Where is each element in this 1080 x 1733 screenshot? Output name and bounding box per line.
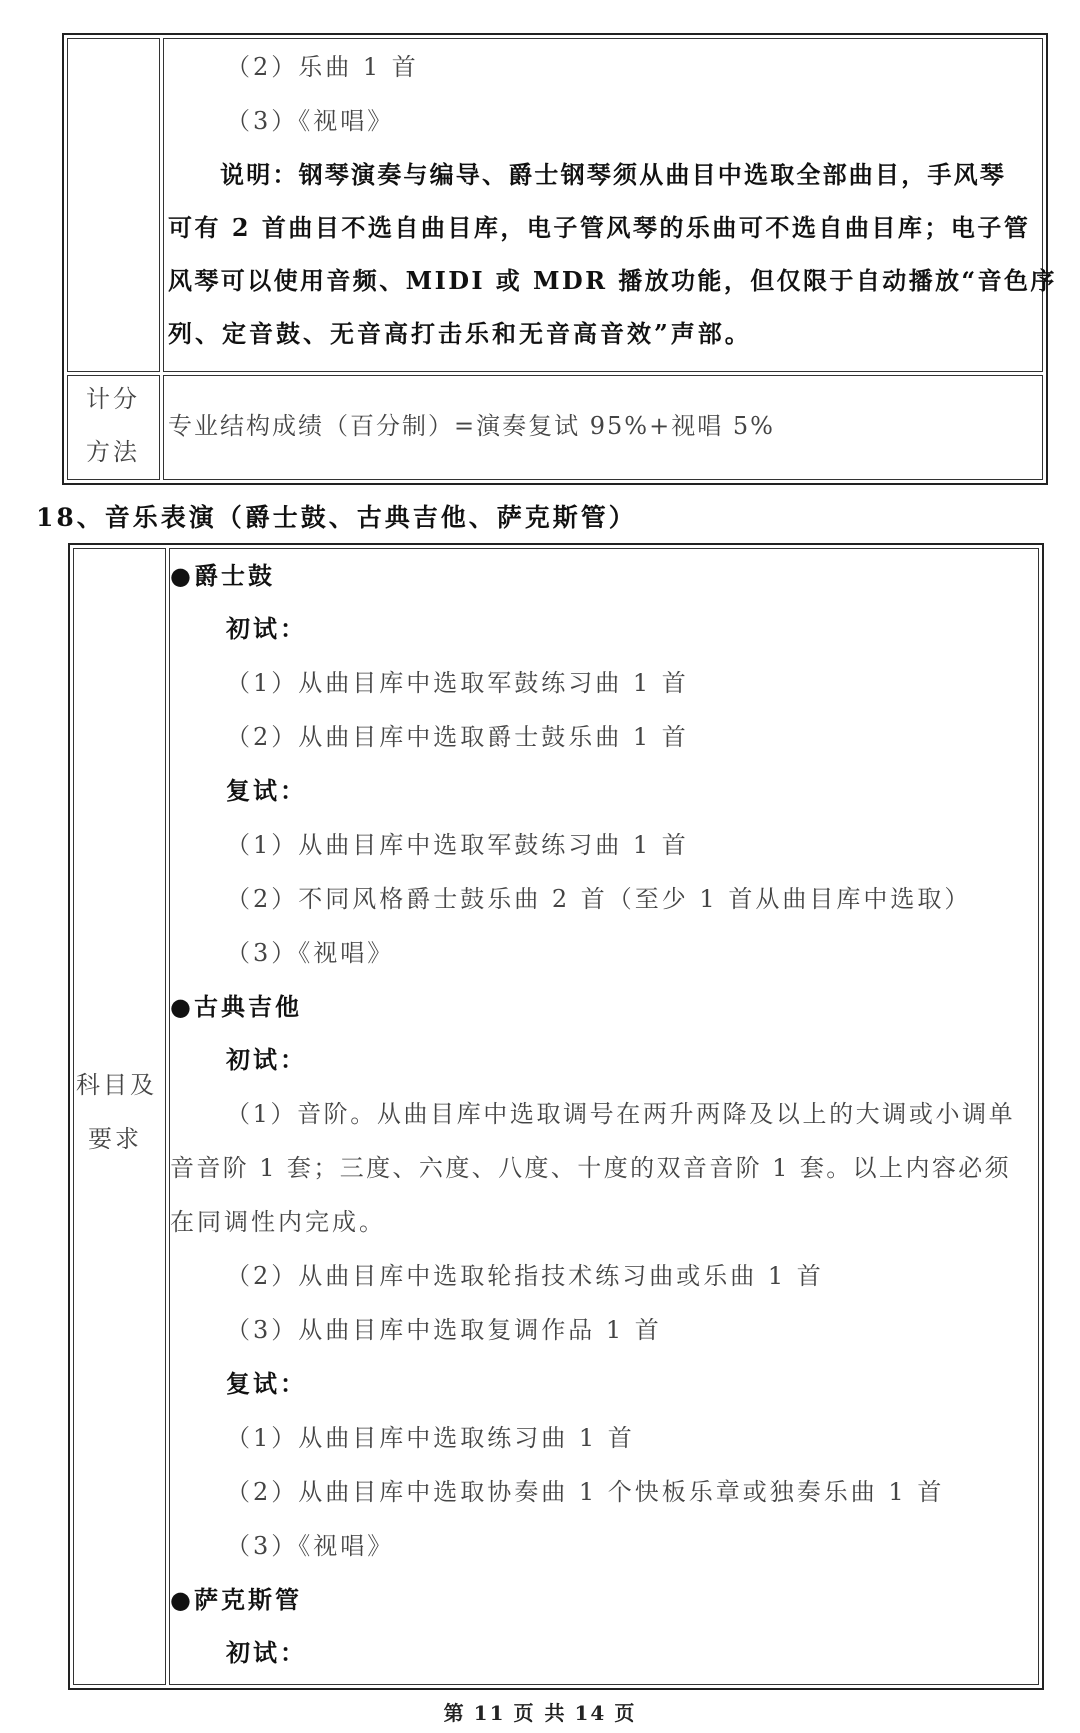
subject-label-cell bbox=[73, 548, 166, 1685]
item-line: （2）从曲目库中选取爵士鼓乐曲 1 首 bbox=[226, 723, 689, 751]
subject-label: 要求 bbox=[88, 1125, 142, 1153]
stage-label: 初试： bbox=[226, 1045, 307, 1074]
note-line: 风琴可以使用音频、MIDI 或 MDR 播放功能，但仅限于自动播放“音色序 bbox=[168, 266, 1057, 295]
total-pages: 14 bbox=[574, 1701, 607, 1725]
page-footer bbox=[0, 1697, 1080, 1726]
instrument-heading-jazz-drum: ●爵士鼓 bbox=[170, 561, 275, 590]
stage-label: 复试： bbox=[226, 1369, 307, 1398]
item-line: （3）《视唱》 bbox=[226, 1532, 395, 1560]
item-line: （2）从曲目库中选取协奏曲 1 个快板乐章或独奏乐曲 1 首 bbox=[226, 1478, 945, 1506]
footer-suffix: 页 bbox=[614, 1701, 637, 1725]
stage-label: 复试： bbox=[226, 776, 307, 805]
scoring-label: 计分 bbox=[86, 385, 140, 413]
page-number: 11 bbox=[473, 1701, 506, 1725]
item-line: （2）乐曲 1 首 bbox=[226, 53, 419, 81]
scoring-formula: 专业结构成绩（百分制）=演奏复试 95%+视唱 5% bbox=[168, 412, 775, 440]
note-line: 说明：钢琴演奏与编导、爵士钢琴须从曲目中选取全部曲目，手风琴 bbox=[220, 160, 1006, 189]
label-cell-empty bbox=[67, 38, 160, 372]
item-line: （1）音阶。从曲目库中选取调号在两升两降及以上的大调或小调单 bbox=[226, 1100, 1016, 1128]
instrument-heading-saxophone: ●萨克斯管 bbox=[170, 1585, 302, 1614]
item-line: 在同调性内完成。 bbox=[170, 1208, 386, 1236]
scoring-label: 方法 bbox=[86, 438, 140, 466]
note-line: 可有 2 首曲目不选自曲目库，电子管风琴的乐曲可不选自曲目库；电子管 bbox=[168, 213, 1031, 242]
stage-label: 初试： bbox=[226, 1638, 307, 1667]
note-line: 列、定音鼓、无音高打击乐和无音高音效”声部。 bbox=[168, 319, 752, 348]
item-line: （1）从曲目库中选取军鼓练习曲 1 首 bbox=[226, 831, 689, 859]
footer-middle: 页 共 bbox=[513, 1701, 567, 1725]
subject-label: 科目及 bbox=[76, 1071, 157, 1099]
item-line: （2）从曲目库中选取轮指技术练习曲或乐曲 1 首 bbox=[226, 1262, 824, 1290]
item-line: 音音阶 1 套；三度、六度、八度、十度的双音音阶 1 套。以上内容必须 bbox=[170, 1154, 1012, 1182]
instrument-heading-classical-guitar: ●古典吉他 bbox=[170, 992, 302, 1021]
section-heading: 18、音乐表演（爵士鼓、古典吉他、萨克斯管） bbox=[36, 503, 637, 532]
item-line: （3）《视唱》 bbox=[226, 939, 395, 967]
item-line: （3）《视唱》 bbox=[226, 107, 395, 135]
item-line: （1）从曲目库中选取军鼓练习曲 1 首 bbox=[226, 669, 689, 697]
item-line: （2）不同风格爵士鼓乐曲 2 首（至少 1 首从曲目库中选取） bbox=[226, 885, 972, 913]
footer-prefix: 第 bbox=[443, 1701, 466, 1725]
stage-label: 初试： bbox=[226, 614, 307, 643]
item-line: （3）从曲目库中选取复调作品 1 首 bbox=[226, 1316, 662, 1344]
item-line: （1）从曲目库中选取练习曲 1 首 bbox=[226, 1424, 635, 1452]
